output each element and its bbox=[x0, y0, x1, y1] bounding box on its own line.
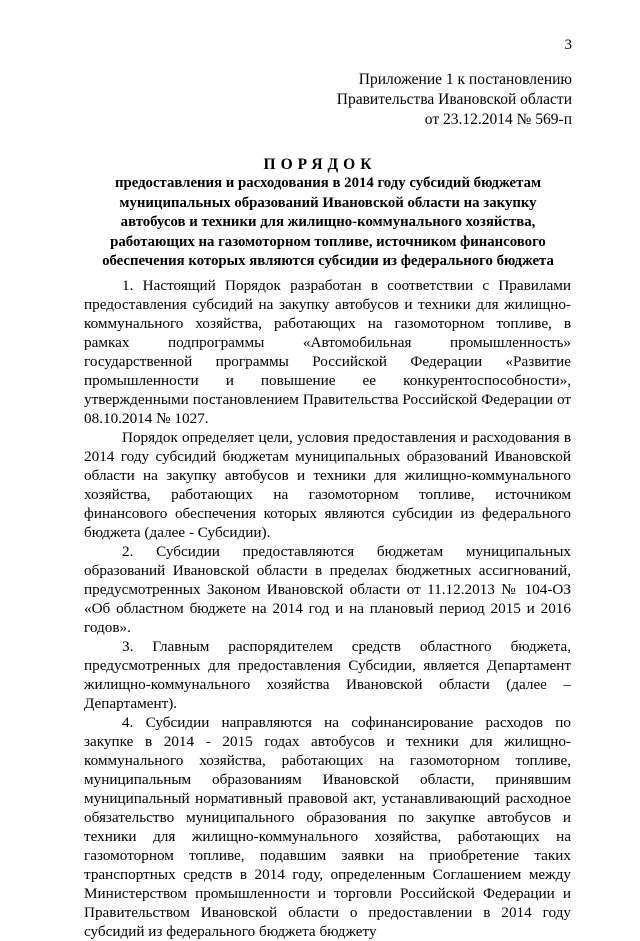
paragraph: 2. Субсидии предоставляются бюджетам муниципальных образований Ивановской области в пределах бюджетных ассигнований, предусмотренных Законом Ивановской области от 11.12.2013 № 104-ОЗ «Об областном бюджете на 2014 год и на плановый период 2015 и 2016 годов». bbox=[84, 543, 571, 636]
subtitle-line: муниципальных образований Ивановской области на закупку bbox=[119, 194, 537, 211]
subtitle-line: автобусов и техники для жилищно-коммунального хозяйства, bbox=[120, 214, 536, 230]
subtitle-line: обеспечения которых являются субсидии из федерального бюджета bbox=[102, 253, 554, 269]
paragraph: 3. Главным распорядителем средств областного бюджета, предусмотренных для предоставления Субсидии, является Департамент жилищно-коммунального хозяйства Ивановской области (далее – Департамент). bbox=[84, 638, 571, 712]
document-title: ПОРЯДОК bbox=[263, 156, 377, 173]
appendix-header bbox=[252, 70, 572, 130]
document-subtitle bbox=[100, 174, 556, 272]
paragraph: 1. Настоящий Порядок разработан в соответствии с Правилами предоставления субсидий на закупку автобусов и техники для жилищно-коммунального хозяйства, работающих на газомоторном топливе, в рамках подпрограммы «Автомобильная промышленность» государственной программы Российской Федерации «Развитие промышленности и повышение ее конкурентоспособности», утвержденными постановлением Правительства Российской Федерации от 08.10.2014 № 1027. bbox=[84, 277, 571, 427]
page-number: 3 bbox=[564, 37, 572, 53]
paragraph: 4. Субсидии направляются на софинансирование расходов по закупке в 2014 - 2015 годах автобусов и техники для жилищно-коммунального хозяйства, работающих на газомоторном топливе, муниципальным образованиям Ивановской области, принявшим муниципальный нормативный правовой акт, устанавливающий расходное обязательство муниципального образования по закупке автобусов и техники для жилищно-коммунального хозяйства, работающих на газомоторном топливе, подавшим заявки на приобретение таких транспортных средств в 2014 году, определенным Соглашением между Министерством промышленности и торговли Российской Федерации и Правительством Ивановской области о предоставлении в 2014 году субсидий из федерального бюджета бюджету bbox=[84, 714, 571, 940]
subtitle-line: предоставления и расходования в 2014 году субсидий бюджетам bbox=[114, 175, 542, 191]
paragraph: Порядок определяет цели, условия предоставления и расходования в 2014 году субсидий бюджетам муниципальных образований Ивановской области на закупку автобусов и техники для жилищно-коммунального хозяйства, работающих на газомоторном топливе, источником финансового обеспечения которых являются субсидии из федерального бюджета (далее - Субсидии). bbox=[84, 429, 571, 541]
document-body bbox=[84, 276, 571, 941]
appendix-line: Приложение 1 к постановлению bbox=[358, 71, 572, 88]
subtitle-line: работающих на газомоторном топливе, источником финансового bbox=[110, 233, 546, 250]
appendix-line: Правительства Ивановской области bbox=[336, 91, 572, 108]
appendix-line: от 23.12.2014 № 569-п bbox=[424, 111, 572, 128]
